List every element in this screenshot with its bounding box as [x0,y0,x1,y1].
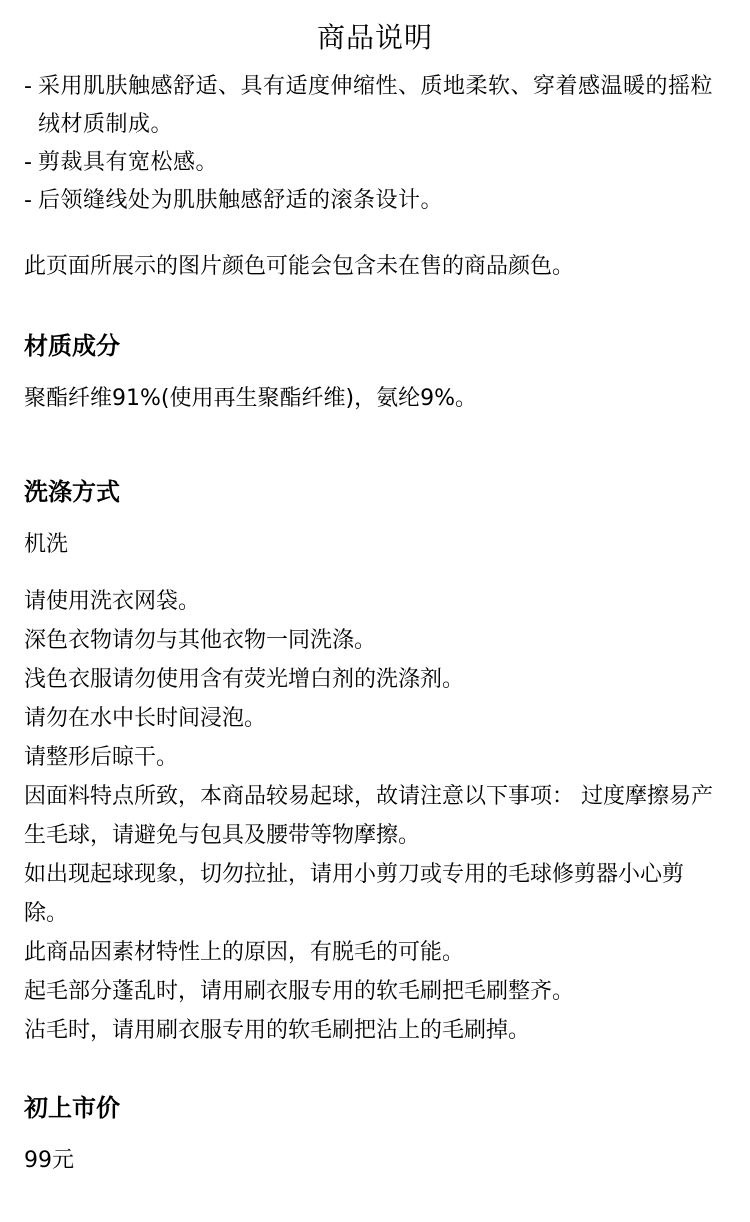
washing-instruction: 如出现起球现象，切勿拉扯，请用小剪刀或专用的毛球修剪器小心剪除。 [24,862,685,926]
washing-instruction: 浅色衣服请勿使用含有荧光增白剂的洗涤剂。 [24,667,465,692]
color-note: 此页面所展示的图片颜色可能会包含未在售的商品颜色。 [24,254,575,279]
washing-mode: 机洗 [24,532,69,557]
washing-instructions [24,582,726,1050]
washing-heading: 洗涤方式 [24,478,120,506]
description-text: 剪裁具有宽松感。 [38,150,219,175]
description-list [24,68,726,220]
washing-section [24,476,726,1050]
bullet-dash: - [24,74,33,99]
washing-instruction: 因面料特点所致，本商品较易起球，故请注意以下事项： 过度摩擦易产生毛球，请避免与包具及腰带等物摩擦。 [24,784,713,848]
price-value: 99元 [24,1148,74,1173]
description-text: 后领缝线处为肌肤触感舒适的滚条设计。 [38,188,444,213]
washing-instruction: 请勿在水中长时间浸泡。 [24,706,267,731]
page-title: 商品说明 [316,21,433,54]
washing-instruction: 请使用洗衣网袋。 [24,589,201,614]
washing-instruction: 此商品因素材特性上的原因，有脱毛的可能。 [24,940,465,965]
price-section [24,1092,726,1180]
washing-instruction: 请整形后晾干。 [24,745,179,770]
description-text: 采用肌肤触感舒适、具有适度伸缩性、质地柔软、穿着感温暖的摇粒绒材质制成。 [38,74,714,137]
washing-instruction: 起毛部分蓬乱时，请用刷衣服专用的软毛刷把毛刷整齐。 [24,979,575,1004]
material-text: 聚酯纤维91%(使用再生聚酯纤维)，氨纶9%。 [24,386,477,411]
material-section [24,330,726,418]
bullet-dash: - [24,150,33,175]
price-heading: 初上市价 [24,1094,120,1122]
washing-instruction: 沾毛时，请用刷衣服专用的软毛刷把沾上的毛刷掉。 [24,1018,531,1043]
washing-instruction: 深色衣物请勿与其他衣物一同洗涤。 [24,628,377,653]
material-heading: 材质成分 [24,332,120,360]
description-item [24,144,726,182]
description-item [24,68,726,144]
description-item [24,182,726,220]
bullet-dash: - [24,188,33,213]
